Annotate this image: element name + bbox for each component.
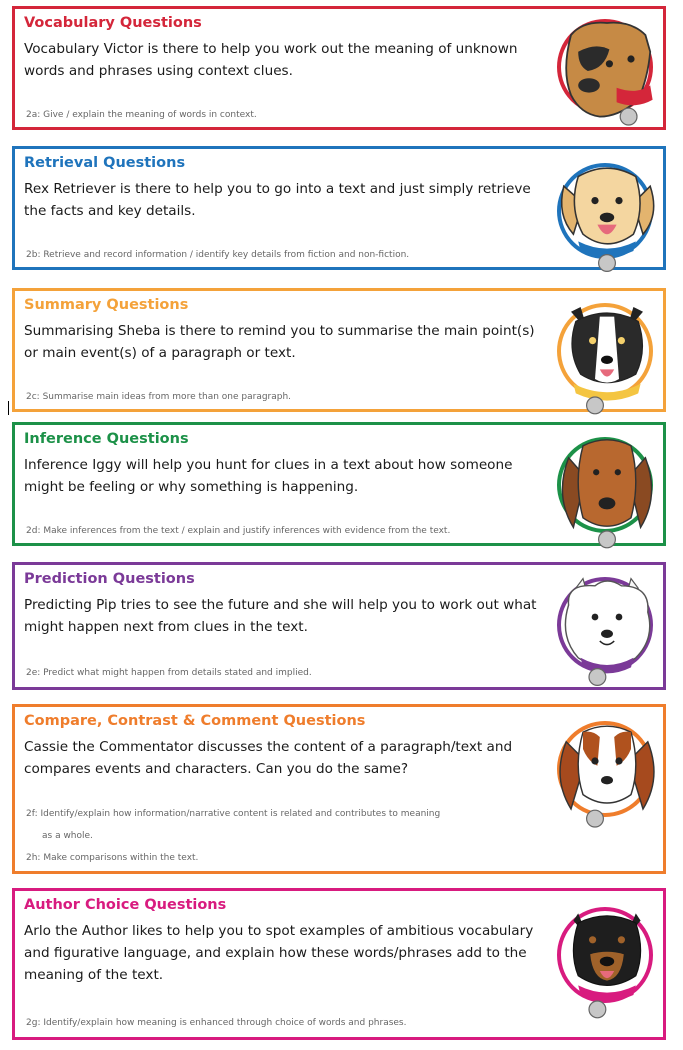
retrieval-card (12, 146, 666, 270)
card-title: Summary Questions (24, 297, 189, 313)
card-description: Summarising Sheba is there to remind you to summarise the main point(s) or main event(s) of a paragraph or text. (24, 323, 535, 361)
summary-card (12, 288, 666, 412)
vocabulary-card (12, 6, 666, 130)
border-collie-dog-icon (557, 303, 653, 399)
curriculum-objective: 2d: Make inferences from the text / explain and justify inferences with evidence from the text. (26, 526, 451, 536)
rottweiler-dog-icon (557, 907, 653, 1003)
card-title: Compare, Contrast & Comment Questions (24, 713, 366, 729)
curriculum-objective: 2a: Give / explain the meaning of words in context. (26, 110, 257, 120)
prediction-card (12, 562, 666, 690)
card-title: Vocabulary Questions (24, 15, 202, 31)
card-description: Arlo the Author likes to help you to spot examples of ambitious vocabulary and figurative language, and explain how these words/phrases add to the meaning of the text. (24, 923, 534, 983)
curriculum-objective: 2h: Make comparisons within the text. (26, 853, 199, 863)
card-title: Retrieval Questions (24, 155, 186, 171)
card-description: Inference Iggy will help you hunt for clues in a text about how someone might be feeling or why something is happening. (24, 457, 513, 495)
golden-retriever-dog-icon (557, 163, 653, 259)
compare-contrast-comment-card (12, 704, 666, 874)
curriculum-objective: 2c: Summarise main ideas from more than one paragraph. (26, 392, 292, 402)
samoyed-dog-icon (557, 577, 653, 673)
card-description: Rex Retriever is there to help you to go into a text and just simply retrieve the facts and key details. (24, 181, 531, 219)
author-choice-card (12, 888, 666, 1040)
card-description: Cassie the Commentator discusses the content of a paragraph/text and compares events and characters. Can you do the same? (24, 739, 513, 777)
curriculum-objective: 2g: Identify/explain how meaning is enhanced through choice of words and phrases. (26, 1018, 407, 1028)
bloodhound-dog-icon (557, 437, 653, 533)
curriculum-objective-continued: as a whole. (42, 831, 93, 841)
card-title: Prediction Questions (24, 571, 195, 587)
card-description: Vocabulary Victor is there to help you work out the meaning of unknown words and phrases using context clues. (24, 41, 518, 79)
card-title: Author Choice Questions (24, 897, 227, 913)
curriculum-objective: 2e: Predict what might happen from details stated and implied. (26, 668, 312, 678)
curriculum-objective: 2b: Retrieve and record information / identify key details from fiction and non-fiction. (26, 250, 410, 260)
inference-card (12, 422, 666, 546)
curriculum-objective: 2f: Identify/explain how information/narrative content is related and contributes to meaning (26, 809, 441, 819)
card-title: Inference Questions (24, 431, 189, 447)
card-description: Predicting Pip tries to see the future and she will help you to work out what might happen next from clues in the text. (24, 597, 537, 635)
airedale-terrier-dog-icon (557, 19, 653, 115)
edge-mark (8, 401, 9, 415)
cavalier-spaniel-dog-icon (557, 721, 653, 817)
